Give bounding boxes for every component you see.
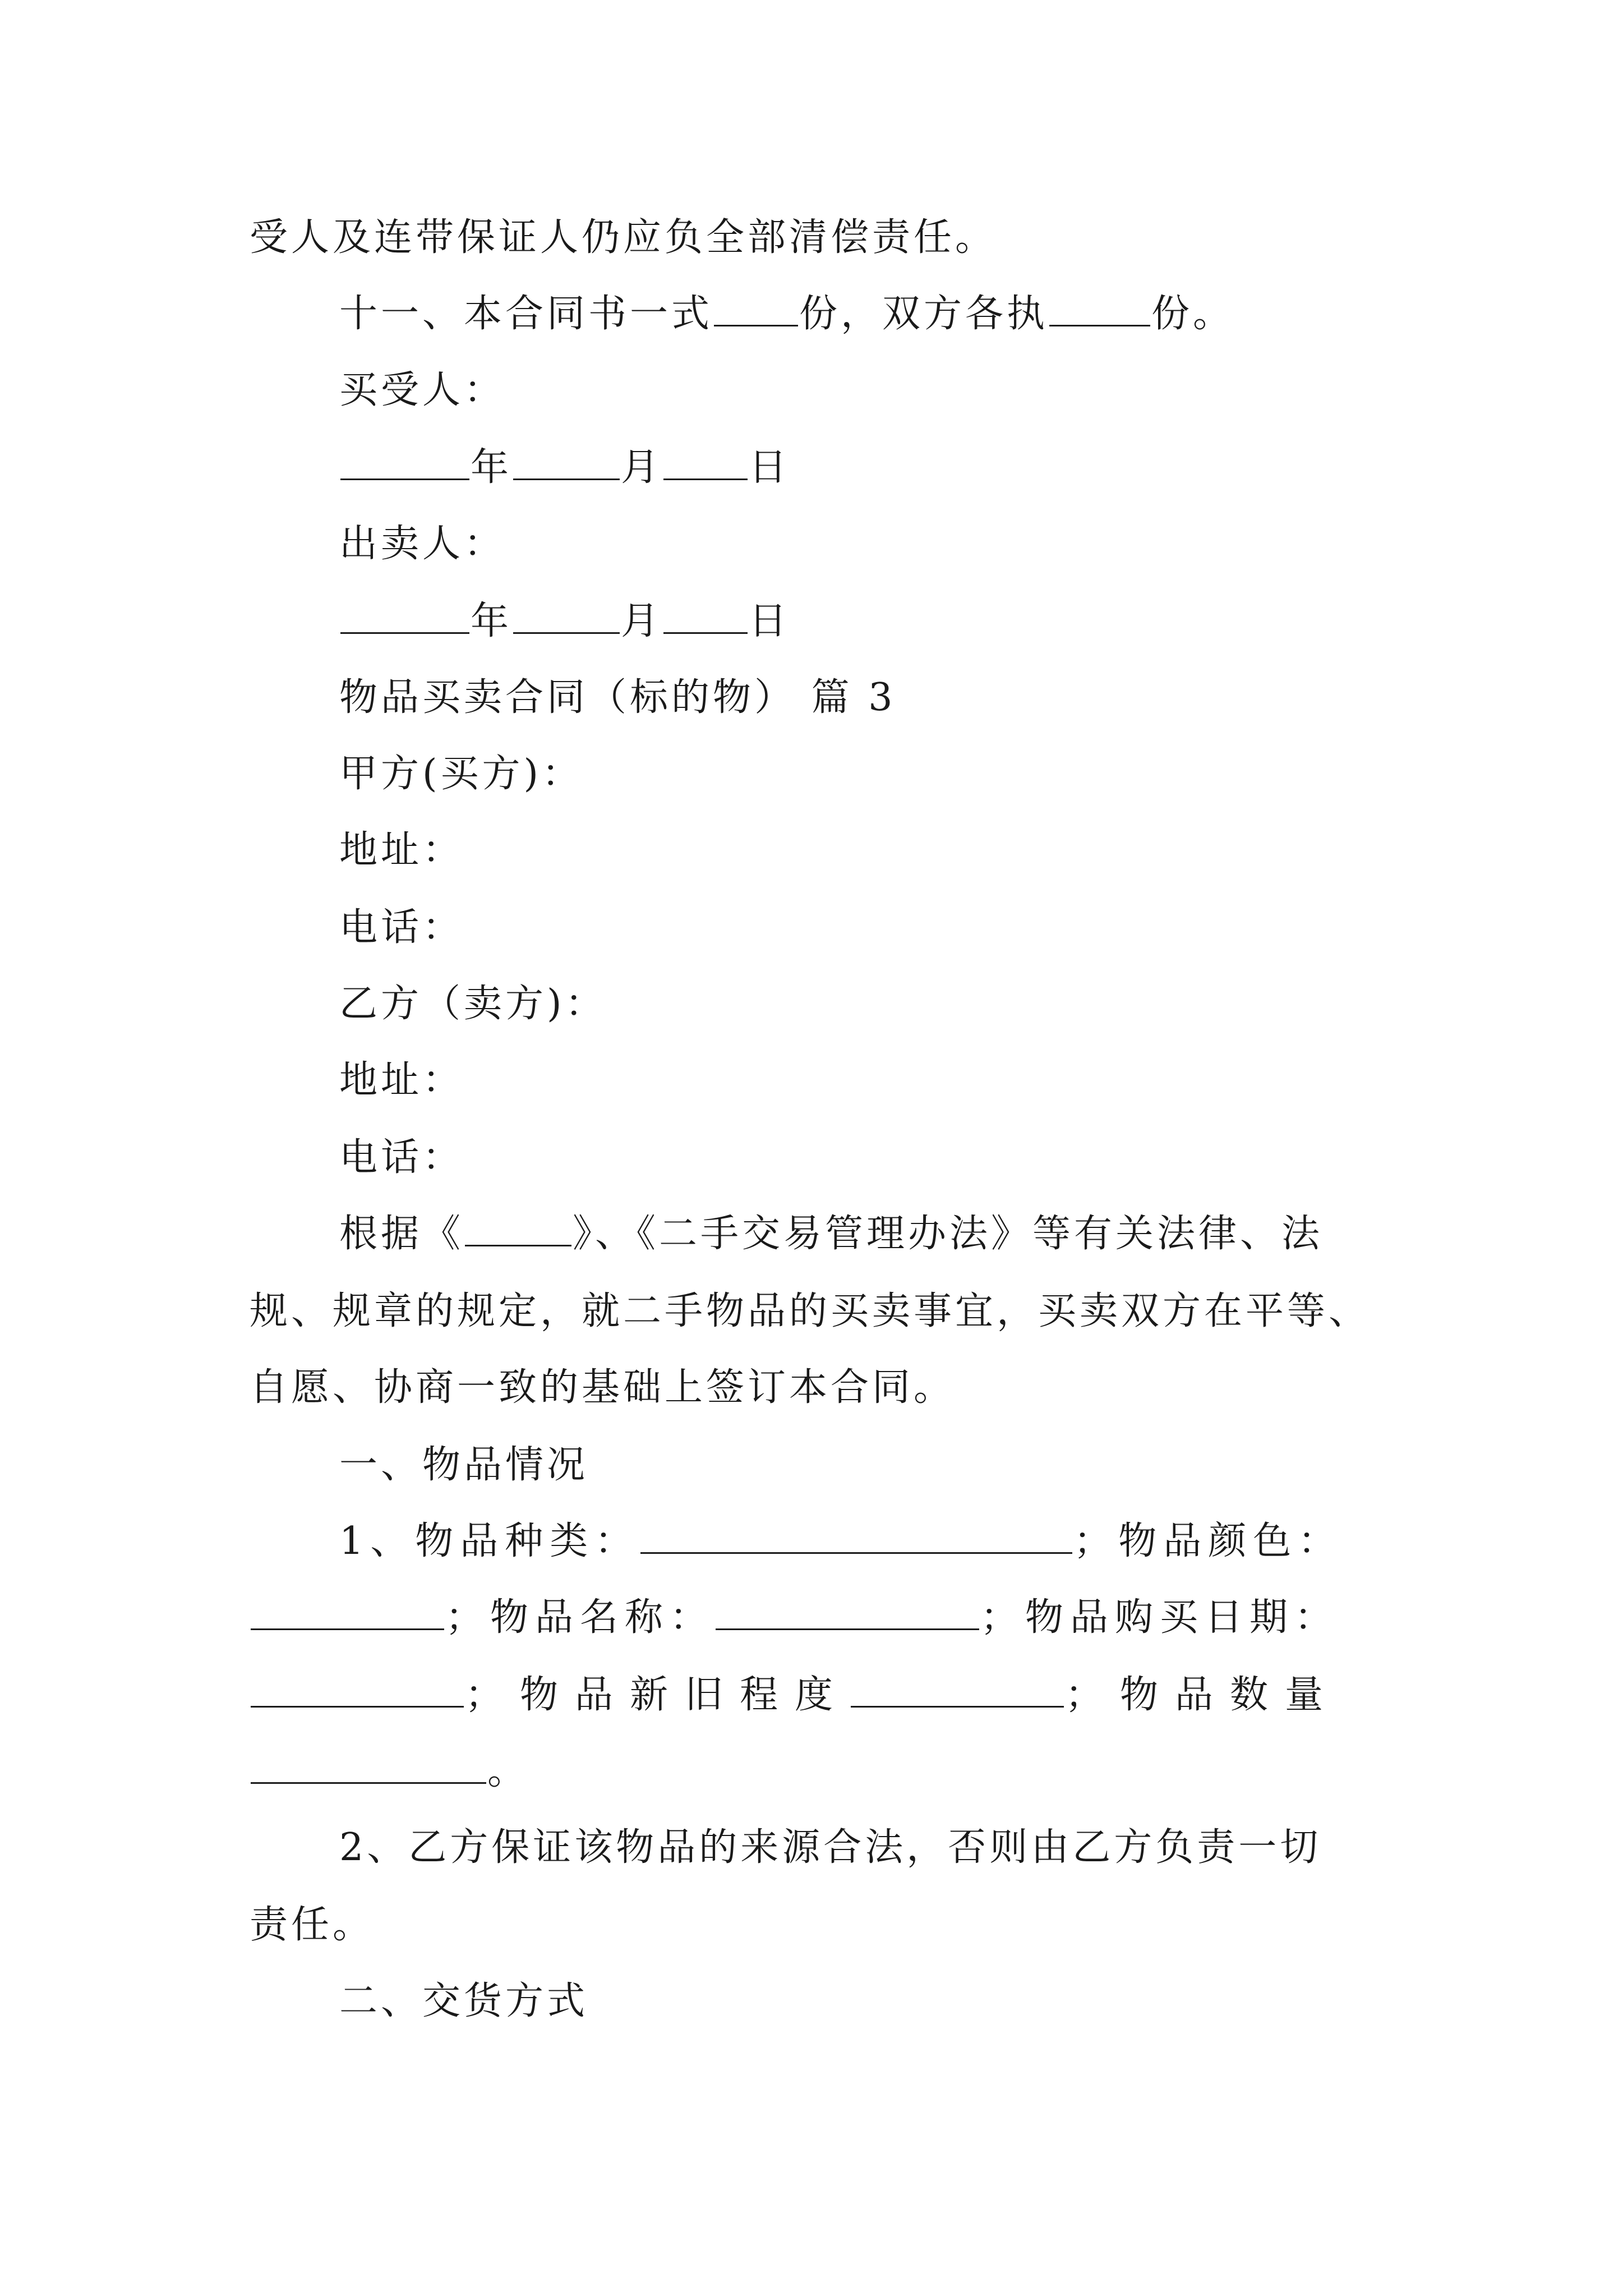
blank-field — [340, 444, 469, 480]
blank-field — [851, 1671, 1064, 1708]
text: 规、规章的规定，就二手物品的买卖事宜，买卖双方在平等、 — [250, 1289, 1371, 1333]
section-heading — [339, 1975, 588, 2028]
seller-date-line — [339, 595, 790, 648]
text: 根据《 — [339, 1212, 464, 1256]
text-line — [250, 1745, 529, 1798]
text: 责任。 — [250, 1903, 375, 1947]
text-line — [250, 1898, 374, 1952]
blank-field — [251, 1671, 464, 1708]
blank-field — [513, 444, 620, 480]
text-line — [250, 211, 997, 265]
text: 年 — [471, 445, 513, 490]
text: 份，双方各执 — [799, 292, 1049, 336]
party-b-label — [339, 977, 607, 1031]
blank-field — [640, 1517, 1072, 1554]
text-line — [250, 1361, 955, 1415]
blank-field — [513, 597, 620, 634]
blank-field — [251, 1594, 444, 1630]
text: 份。 — [1151, 292, 1235, 336]
text: 十一、本合同书一式 — [339, 292, 713, 336]
text: 一、物品情况 — [339, 1443, 589, 1487]
text: 自愿、协商一致的基础上签订本合同。 — [250, 1365, 956, 1410]
blank-field — [465, 1210, 571, 1246]
party-a-phone — [339, 901, 464, 955]
text: 电话： — [339, 905, 464, 950]
blank-field — [663, 597, 748, 634]
clause-copies — [339, 287, 1234, 341]
party-a-label — [339, 747, 583, 801]
blank-field — [1049, 290, 1150, 326]
section-heading — [339, 1438, 588, 1492]
blank-field — [663, 444, 748, 480]
section-title — [339, 671, 896, 725]
text: 》、《二手交易管理办法》等有关法律、法 — [573, 1212, 1324, 1256]
text: ；物品名称： — [445, 1595, 715, 1640]
text: 乙方（卖方)： — [339, 982, 607, 1026]
blank-field — [340, 597, 469, 634]
blank-field — [251, 1747, 486, 1784]
text: 地址： — [339, 828, 464, 872]
text: ；物品购买日期： — [980, 1595, 1340, 1640]
text: 1、物品种类： — [339, 1519, 640, 1563]
party-b-phone — [339, 1131, 464, 1185]
blank-field — [716, 1594, 979, 1630]
text: 买受人： — [339, 368, 506, 412]
text-line — [250, 1285, 1370, 1338]
text: 月 — [621, 445, 663, 490]
text: 出卖人： — [339, 522, 506, 566]
text-line — [339, 1207, 1323, 1261]
text: 电话： — [339, 1135, 464, 1180]
text: 地址： — [339, 1058, 464, 1102]
text: ；物品新旧程度 — [465, 1673, 850, 1717]
text: 。 — [487, 1749, 529, 1793]
text: 物品买卖合同（标的物） 篇 3 — [339, 675, 896, 720]
seller-signature-label — [339, 517, 505, 571]
buyer-signature-label — [339, 364, 505, 417]
text: 2、乙方保证该物品的来源合法，否则由乙方负责一切 — [339, 1825, 1322, 1870]
party-a-address — [339, 823, 464, 877]
text-line — [339, 1821, 1321, 1875]
text-line — [250, 1591, 1339, 1645]
text: 甲方(买方)： — [339, 752, 584, 796]
text-line — [250, 1668, 1340, 1722]
text: 日 — [749, 445, 791, 490]
buyer-date-line — [339, 441, 790, 495]
blank-field — [714, 290, 798, 326]
text: 二、交货方式 — [339, 1979, 589, 2023]
text: ；物品数量 — [1065, 1673, 1340, 1717]
text: 月 — [621, 599, 663, 643]
text: 日 — [749, 599, 791, 643]
text: ；物品颜色： — [1073, 1519, 1343, 1563]
party-b-address — [339, 1053, 464, 1107]
text: 受人及连带保证人仍应负全部清偿责任。 — [250, 215, 997, 260]
text-line — [339, 1515, 1343, 1568]
text: 年 — [471, 599, 513, 643]
